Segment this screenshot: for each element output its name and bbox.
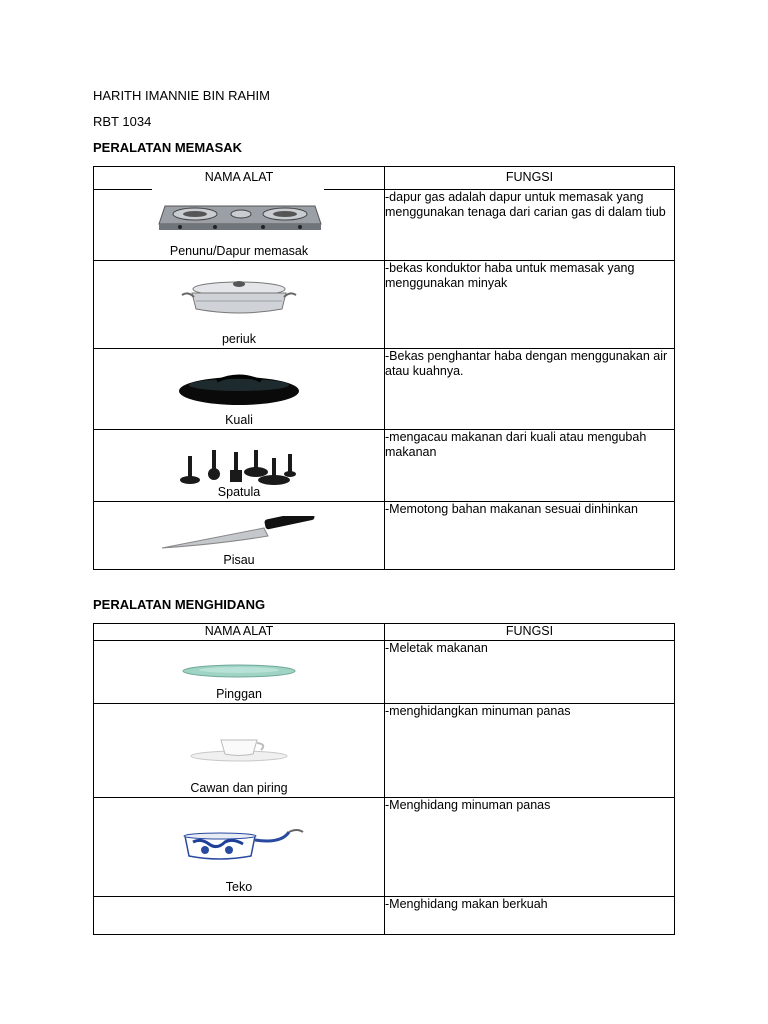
teapot-icon	[171, 828, 307, 866]
table-row	[94, 897, 675, 935]
table-row	[94, 190, 675, 261]
cell-nama-alat	[94, 190, 385, 261]
cell-nama-alat	[94, 502, 385, 570]
table-header-row	[94, 167, 675, 190]
item-label: Teko	[225, 880, 253, 894]
cell-fungsi: -Meletak makanan	[385, 641, 675, 704]
cell-fungsi: -Bekas penghantar haba dengan menggunakan air atau kuahnya.	[385, 349, 675, 430]
column-header-nama-alat: NAMA ALAT	[94, 167, 385, 190]
cell-fungsi: -bekas konduktor haba untuk memasak yang menggunakan minyak	[385, 261, 675, 349]
cell-fungsi: -dapur gas adalah dapur untuk memasak yang menggunakan tenaga dari carian gas di dalam tiub	[385, 190, 675, 261]
column-header-fungsi: FUNGSI	[385, 624, 675, 641]
table-row	[94, 261, 675, 349]
table-peralatan-menghidang	[93, 623, 675, 935]
section-title-memasak: PERALATAN MEMASAK	[93, 140, 243, 155]
cell-fungsi: -Memotong bahan makanan sesuai dinhinkan	[385, 502, 675, 570]
table-row	[94, 430, 675, 502]
table-row	[94, 798, 675, 897]
course-code: RBT 1034	[93, 114, 152, 129]
pot-icon	[180, 275, 298, 319]
knife-icon	[160, 516, 318, 550]
spatula-set-icon	[178, 448, 300, 486]
wok-icon	[177, 373, 301, 409]
item-label: Penunu/Dapur memasak	[169, 244, 309, 258]
table-row	[94, 704, 675, 798]
column-header-fungsi: FUNGSI	[385, 167, 675, 190]
item-label: Pinggan	[216, 687, 262, 701]
cell-fungsi: -mengacau makanan dari kuali atau mengubah makanan	[385, 430, 675, 502]
item-label: periuk	[221, 332, 257, 346]
cell-nama-alat	[94, 641, 385, 704]
cell-fungsi: -menghidangkan minuman panas	[385, 704, 675, 798]
cell-fungsi: -Menghidang minuman panas	[385, 798, 675, 897]
cell-nama-alat	[94, 897, 385, 935]
cell-nama-alat	[94, 349, 385, 430]
cup-saucer-icon	[189, 736, 289, 762]
section-title-menghidang: PERALATAN MENGHIDANG	[93, 597, 266, 612]
table-peralatan-memasak	[93, 166, 675, 570]
item-label: Kuali	[225, 413, 253, 427]
cell-nama-alat	[94, 798, 385, 897]
cell-nama-alat	[94, 704, 385, 798]
cell-fungsi: -Menghidang makan berkuah	[385, 897, 675, 935]
table-row	[94, 641, 675, 704]
column-header-nama-alat: NAMA ALAT	[94, 624, 385, 641]
cell-nama-alat	[94, 261, 385, 349]
table-row	[94, 349, 675, 430]
table-row	[94, 502, 675, 570]
author-name: HARITH IMANNIE BIN RAHIM	[93, 88, 270, 103]
cell-nama-alat	[94, 430, 385, 502]
plate-icon	[182, 663, 296, 679]
item-label: Pisau	[223, 553, 255, 567]
item-label: Spatula	[217, 485, 261, 499]
table-header-row	[94, 624, 675, 641]
item-label: Cawan dan piring	[190, 781, 288, 795]
gas-stove-icon	[155, 202, 323, 234]
